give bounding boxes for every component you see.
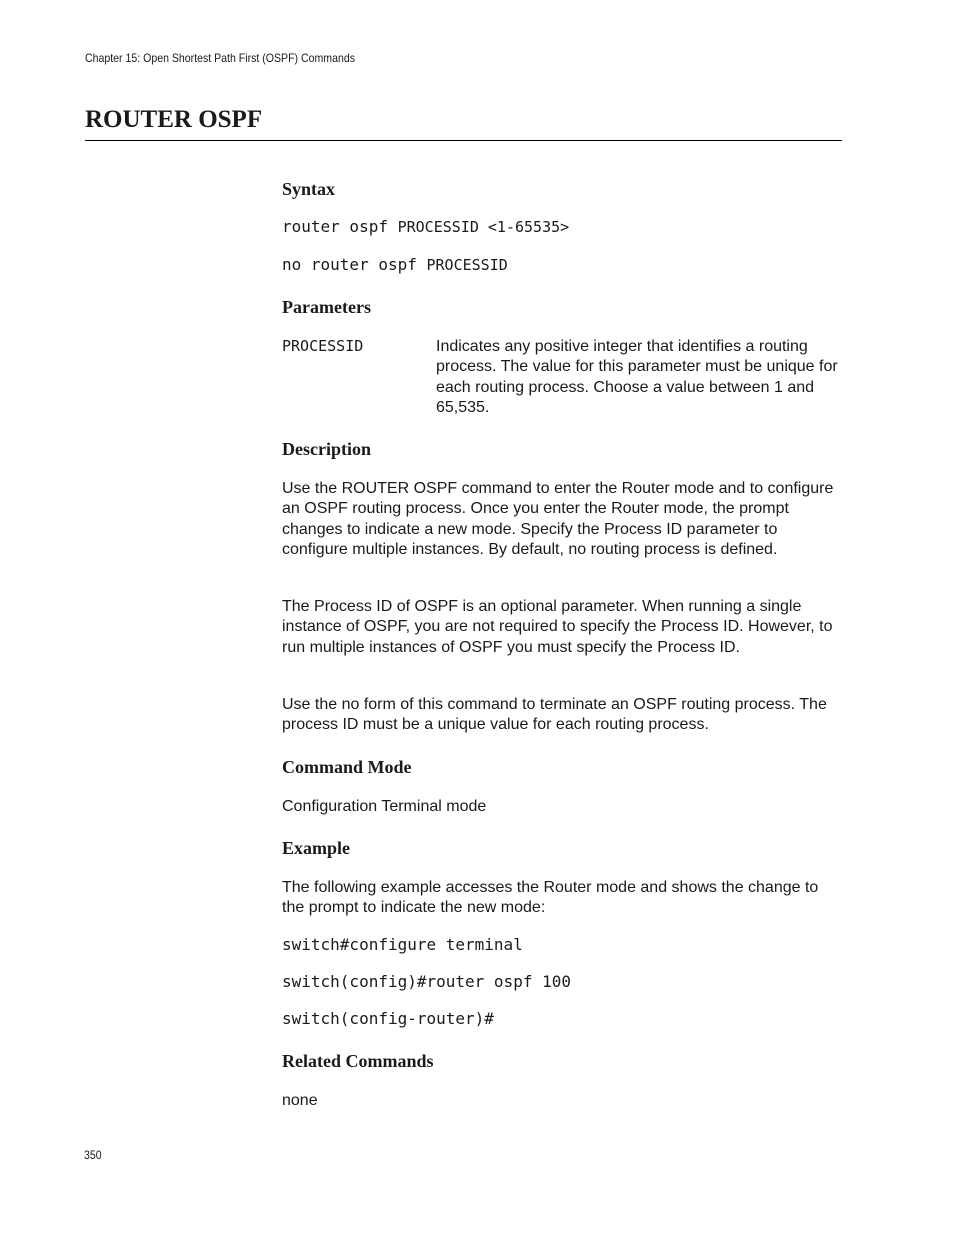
example-heading: Example: [282, 838, 351, 858]
syntax-command: no router ospf: [282, 255, 427, 274]
syntax-argument: PROCESSID: [426, 256, 508, 274]
command-mode-heading: Command Mode: [282, 757, 412, 777]
description-paragraph: Use the ROUTER OSPF command to enter the Router mode and to configure an OSPF routing process. Once you enter the Router mode, the prompt changes to indicate a new mode. Specify the Process ID parameter to configure multiple instances. By default, no routing process is defined.: [282, 480, 834, 559]
syntax-line-2: [282, 255, 508, 274]
parameter-name: PROCESSID: [282, 337, 364, 355]
related-commands-heading: Related Commands: [282, 1051, 434, 1071]
example-code-line: switch(config)#router ospf 100: [282, 972, 571, 991]
page-title: ROUTER OSPF: [85, 106, 263, 133]
example-code-line: switch#configure terminal: [282, 935, 523, 954]
command-mode-text: Configuration Terminal mode: [282, 798, 487, 815]
title-rule: [85, 140, 842, 141]
parameter-description: Indicates any positive integer that identifies a routing process. The value for this parameter must be unique for each routing process. Choose a value between 1 and 65,535.: [436, 338, 838, 417]
syntax-argument: PROCESSID <1-65535>: [397, 218, 570, 236]
running-header: Chapter 15: Open Shortest Path First (OSPF) Commands: [85, 51, 355, 65]
description-heading: Description: [282, 439, 371, 459]
example-code-line: switch(config-router)#: [282, 1009, 494, 1028]
related-commands-text: none: [282, 1092, 318, 1109]
description-paragraph: Use the no form of this command to terminate an OSPF routing process. The process ID must be a unique value for each routing process.: [282, 696, 827, 734]
parameters-heading: Parameters: [282, 297, 371, 317]
syntax-command: router ospf: [282, 217, 398, 236]
page-number: 350: [84, 1148, 102, 1162]
syntax-heading: Syntax: [282, 179, 336, 199]
syntax-line-1: [282, 217, 569, 236]
example-intro: The following example accesses the Router mode and shows the change to the prompt to indicate the new mode:: [282, 879, 819, 917]
description-paragraph: The Process ID of OSPF is an optional parameter. When running a single instance of OSPF, you are not required to specify the Process ID. However, to run multiple instances of OSPF you must specify the Process ID.: [282, 598, 833, 656]
